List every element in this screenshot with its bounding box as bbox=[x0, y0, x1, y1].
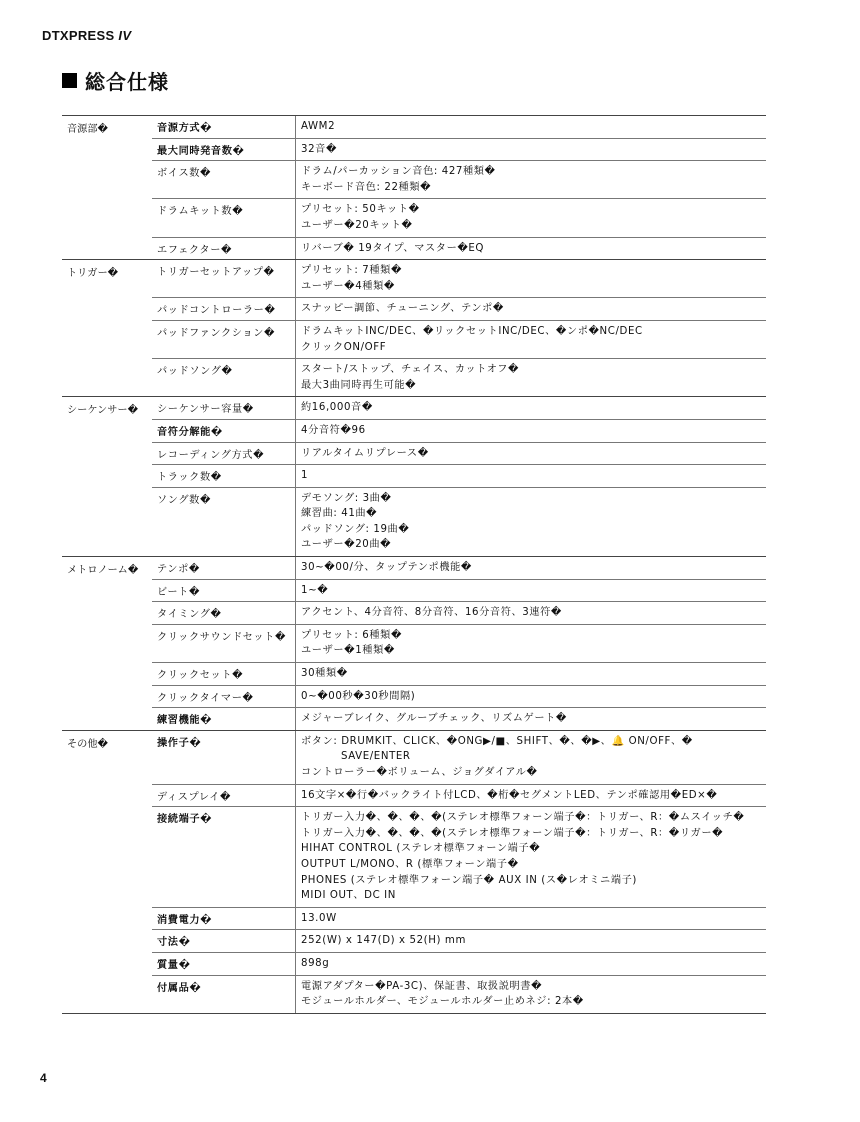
spec-category bbox=[62, 397, 766, 557]
spec-value-line: デモソング: 3曲� bbox=[301, 492, 392, 504]
spec-value-line: OUTPUT L/MONO、R (標準フォーン端子� bbox=[301, 858, 519, 870]
category-rows bbox=[152, 731, 766, 1013]
spec-label: 質量� bbox=[152, 953, 296, 975]
spec-value-line: 電源アダプター�PA-3C)、保証書、取扱説明書� bbox=[301, 980, 543, 992]
spec-value-line: 約16,000音� bbox=[301, 402, 373, 414]
spec-label: パッドコントローラー� bbox=[152, 298, 296, 320]
spec-value-line: ユーザー�4種類� bbox=[301, 280, 395, 292]
spec-value-line: AWM2 bbox=[301, 121, 336, 132]
spec-label: ディスプレイ� bbox=[152, 785, 296, 807]
spec-row bbox=[152, 686, 766, 709]
spec-value-line: キーボード音色: 22種類� bbox=[301, 181, 432, 193]
spec-row bbox=[152, 443, 766, 466]
spec-category bbox=[62, 557, 766, 731]
spec-value-line: スナッピー調節、チューニング、テンポ� bbox=[301, 303, 504, 315]
spec-label: ボイス数� bbox=[152, 161, 296, 198]
spec-value-line: 最大3曲同時再生可能� bbox=[301, 379, 417, 391]
spec-row bbox=[152, 359, 766, 396]
spec-row bbox=[152, 116, 766, 139]
spec-value-line: PHONES (ステレオ標準フォーン端子� AUX IN (ス�レオミニ端子) bbox=[301, 874, 637, 886]
spec-row bbox=[152, 908, 766, 931]
spec-value-line: 13.0W bbox=[301, 912, 337, 924]
spec-value-line: 1~� bbox=[301, 584, 329, 596]
spec-row bbox=[152, 321, 766, 359]
spec-row bbox=[152, 807, 766, 908]
spec-label: ドラムキット数� bbox=[152, 199, 296, 236]
spec-row bbox=[152, 260, 766, 298]
spec-row bbox=[152, 976, 766, 1013]
spec-value bbox=[296, 139, 766, 161]
spec-value bbox=[296, 321, 766, 358]
spec-label: 寸法� bbox=[152, 930, 296, 952]
spec-value bbox=[296, 465, 766, 487]
spec-value bbox=[296, 161, 766, 198]
spec-value bbox=[296, 976, 766, 1013]
spec-value-line: MIDI OUT、DC IN bbox=[301, 890, 396, 902]
category-rows bbox=[152, 397, 766, 556]
spec-label: 最大同時発音数� bbox=[152, 139, 296, 161]
spec-value bbox=[296, 663, 766, 685]
spec-value bbox=[296, 238, 766, 260]
spec-row bbox=[152, 139, 766, 162]
spec-value bbox=[296, 930, 766, 952]
spec-value-line: 1 bbox=[301, 470, 309, 482]
spec-value bbox=[296, 785, 766, 807]
category-rows bbox=[152, 557, 766, 730]
spec-value-line: コントローラー�ボリューム、ジョグダイアル� bbox=[301, 767, 538, 778]
spec-label: クリックタイマー� bbox=[152, 686, 296, 708]
spec-label: 接続端子� bbox=[152, 807, 296, 907]
spec-value bbox=[296, 359, 766, 396]
spec-value-line: 4分音符�96 bbox=[301, 424, 366, 436]
spec-value-line: モジュールホルダー、モジュールホルダー止めネジ: 2本� bbox=[301, 996, 584, 1008]
spec-row bbox=[152, 708, 766, 730]
spec-label: パッドソング� bbox=[152, 359, 296, 396]
title-square-icon bbox=[62, 73, 77, 88]
document-header bbox=[42, 28, 131, 43]
section-title: 総合仕様 bbox=[85, 70, 169, 94]
spec-row bbox=[152, 199, 766, 237]
spec-row bbox=[152, 465, 766, 488]
spec-value-line: 898g bbox=[301, 957, 330, 969]
spec-value-line: SAVE/ENTER bbox=[341, 751, 411, 763]
spec-category bbox=[62, 731, 766, 1014]
spec-value-line: メジャーブレイク、グルーブチェック、リズムゲート� bbox=[301, 713, 567, 725]
category-label: メトロノーム� bbox=[67, 565, 139, 577]
section-title-block bbox=[62, 66, 169, 95]
spec-row bbox=[152, 298, 766, 321]
spec-label: クリックサウンドセット� bbox=[152, 625, 296, 662]
category-label: トリガー� bbox=[67, 268, 119, 280]
spec-value bbox=[296, 602, 766, 624]
spec-value-line: 32音� bbox=[301, 143, 337, 155]
spec-value-line: トリガー入力�、�、�、�(ステレオ標準フォーン端子�：トリガー、R：�ムスイッチ� bbox=[301, 812, 745, 824]
spec-value-line: リバーブ� 19タイプ、マスター�EQ bbox=[301, 242, 485, 254]
spec-label: パッドファンクション� bbox=[152, 321, 296, 358]
spec-row bbox=[152, 731, 766, 785]
spec-value-line: ユーザー�20曲� bbox=[301, 539, 392, 551]
spec-value bbox=[296, 686, 766, 708]
spec-value bbox=[296, 260, 766, 297]
spec-value-line: 30~�00/分、タップテンポ機能� bbox=[301, 562, 472, 574]
spec-value bbox=[296, 708, 766, 730]
spec-value bbox=[296, 488, 766, 556]
page-number: 4 bbox=[40, 1071, 47, 1085]
spec-row bbox=[152, 602, 766, 625]
spec-value-line: リアルタイムリプレース� bbox=[301, 447, 429, 459]
spec-row bbox=[152, 488, 766, 556]
spec-value bbox=[296, 298, 766, 320]
spec-label: 付属品� bbox=[152, 976, 296, 1013]
spec-category bbox=[62, 116, 766, 260]
spec-value bbox=[296, 625, 766, 662]
spec-value-line: 30種類� bbox=[301, 668, 348, 680]
spec-label: エフェクター� bbox=[152, 238, 296, 260]
spec-row bbox=[152, 161, 766, 199]
spec-value bbox=[296, 443, 766, 465]
spec-row bbox=[152, 420, 766, 443]
spec-value-line: プリセット: 7種類� bbox=[301, 265, 403, 277]
spec-row bbox=[152, 580, 766, 603]
spec-label: テンポ� bbox=[152, 557, 296, 579]
spec-value-line: ボタン: DRUMKIT、CLICK、�ONG▶/■、SHIFT、�、�▶、🔔 ON/OFF、� bbox=[301, 735, 693, 747]
spec-label: トラック数� bbox=[152, 465, 296, 487]
spec-value-line: スタート/ストップ、チェイス、カットオフ� bbox=[301, 364, 520, 376]
spec-row bbox=[152, 953, 766, 976]
spec-label: タイミング� bbox=[152, 602, 296, 624]
spec-value-line: プリセット: 50キット� bbox=[301, 204, 420, 216]
spec-label: ビート� bbox=[152, 580, 296, 602]
spec-value-line: ドラムキットINC/DEC、�リックセットINC/DEC、�ンポ�NC/DEC bbox=[301, 325, 643, 337]
spec-label: 音源方式� bbox=[152, 116, 296, 138]
spec-value-line: クリックON/OFF bbox=[301, 341, 387, 353]
product-version: IV bbox=[118, 28, 132, 43]
spec-value-line: 練習曲: 41曲� bbox=[301, 508, 378, 520]
spec-value-line: ドラム/パーカッション音色: 427種類� bbox=[301, 166, 496, 178]
spec-value bbox=[296, 807, 766, 907]
spec-value-line: トリガー入力�、�、�、�(ステレオ標準フォーン端子�：トリガー、R：�リガー� bbox=[301, 827, 724, 839]
spec-value-line: ユーザー�20キット� bbox=[301, 219, 413, 231]
spec-label: 消費電力� bbox=[152, 908, 296, 930]
spec-value bbox=[296, 908, 766, 930]
spec-value bbox=[296, 557, 766, 579]
spec-value bbox=[296, 580, 766, 602]
spec-value-line: アクセント、4分音符、8分音符、16分音符、3連符� bbox=[301, 607, 562, 619]
spec-value bbox=[296, 116, 766, 138]
spec-row bbox=[152, 625, 766, 663]
spec-label: 操作子� bbox=[152, 731, 296, 784]
category-label: シーケンサー� bbox=[67, 405, 139, 417]
spec-value bbox=[296, 731, 766, 784]
spec-value bbox=[296, 953, 766, 975]
spec-value-line: 16文字×�行�バックライト付LCD、�桁�セグメントLED、テンポ確認用�ED×� bbox=[301, 789, 718, 801]
spec-value-line: プリセット: 6種類� bbox=[301, 629, 403, 641]
spec-row bbox=[152, 557, 766, 580]
spec-label: レコーディング方式� bbox=[152, 443, 296, 465]
spec-label: シーケンサー容量� bbox=[152, 397, 296, 419]
spec-value-line: 0~�00秒�30秒間隔) bbox=[301, 690, 416, 702]
spec-category bbox=[62, 260, 766, 397]
spec-label: ソング数� bbox=[152, 488, 296, 556]
spec-value bbox=[296, 397, 766, 419]
spec-value bbox=[296, 199, 766, 236]
spec-value bbox=[296, 420, 766, 442]
spec-label: トリガーセットアップ� bbox=[152, 260, 296, 297]
category-label: 音源部� bbox=[67, 124, 109, 135]
spec-row bbox=[152, 930, 766, 953]
spec-value-line: ユーザー�1種類� bbox=[301, 645, 395, 657]
category-label: その他� bbox=[67, 738, 109, 750]
spec-value-line: パッドソング: 19曲� bbox=[301, 523, 410, 535]
spec-label: クリックセット� bbox=[152, 663, 296, 685]
spec-value-line: 252(W) x 147(D) x 52(H) mm bbox=[301, 935, 466, 947]
category-rows bbox=[152, 116, 766, 259]
product-name: DTXPRESS bbox=[42, 28, 115, 43]
spec-row bbox=[152, 238, 766, 260]
spec-value-line: HIHAT CONTROL (ステレオ標準フォーン端子� bbox=[301, 843, 541, 855]
spec-row bbox=[152, 785, 766, 808]
category-rows bbox=[152, 260, 766, 396]
spec-row bbox=[152, 397, 766, 420]
spec-row bbox=[152, 663, 766, 686]
spec-label: 音符分解能� bbox=[152, 420, 296, 442]
spec-label: 練習機能� bbox=[152, 708, 296, 730]
specifications-table bbox=[62, 115, 766, 1014]
